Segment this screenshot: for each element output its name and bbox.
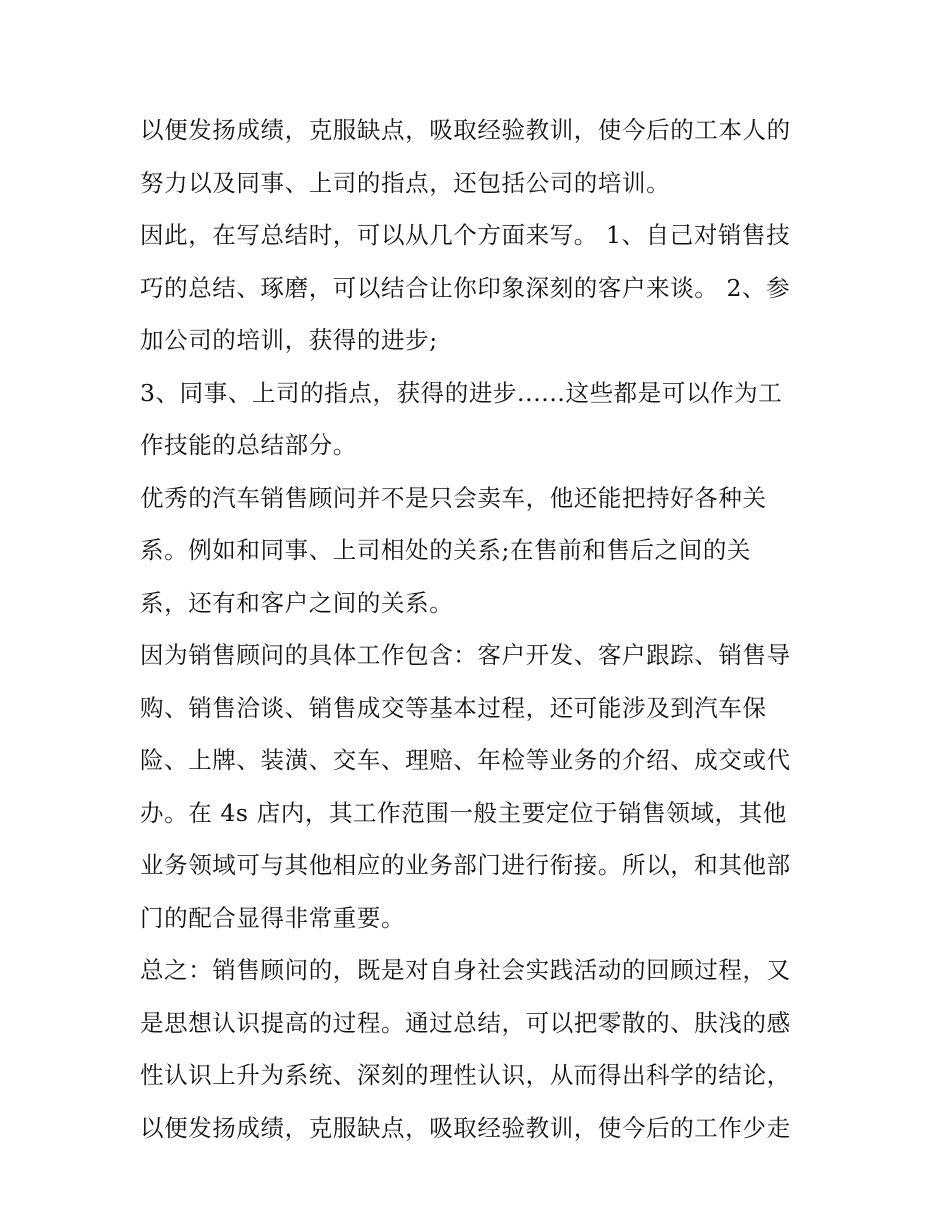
text-line: 加公司的培训，获得的进步;	[140, 326, 438, 354]
text-line: 办。在 4s 店内，其工作范围一般主要定位于销售领域，其他	[140, 798, 787, 827]
text-line: 门的配合显得非常重要。	[140, 903, 406, 932]
text-line: 系，还有和客户之间的关系。	[140, 588, 454, 617]
text-line: 总之：销售顾问的，既是对自身社会实践活动的回顾过程，又	[140, 956, 791, 984]
text-line: 因为销售顾问的具体工作包含：客户开发、客户跟踪、销售导	[140, 641, 791, 669]
text-line: 是思想认识提高的过程。通过总结，可以把零散的、肤浅的感	[140, 1008, 791, 1037]
text-line: 险、上牌、装潢、交车、理赔、年检等业务的介绍、成交或代	[140, 746, 791, 774]
text-line: 业务领域可与其他相应的业务部门进行衔接。所以，和其他部	[140, 851, 791, 879]
text-line: 优秀的汽车销售顾问并不是只会卖车，他还能把持好各种关	[140, 483, 767, 512]
text-line: 系。例如和同事、上司相处的关系;在售前和售后之间的关	[140, 536, 752, 564]
text-line: 3、同事、上司的指点，获得的进步......这些都是可以作为工	[140, 378, 783, 407]
text-line: 努力以及同事、上司的指点，还包括公司的培训。	[140, 168, 671, 197]
text-line: 购、销售洽谈、销售成交等基本过程，还可能涉及到汽车保	[140, 693, 767, 722]
text-line: 以便发扬成绩，克服缺点，吸取经验教训，使今后的工本人的	[140, 116, 791, 144]
text-line: 作技能的总结部分。	[140, 431, 357, 459]
document-body	[140, 104, 830, 1154]
text-line: 性认识上升为系统、深刻的理性认识，从而得出科学的结论，	[140, 1061, 791, 1089]
text-line: 以便发扬成绩，克服缺点，吸取经验教训，使今后的工作少走	[140, 1113, 791, 1142]
text-line: 因此，在写总结时，可以从几个方面来写。 1、自己对销售技	[140, 221, 791, 249]
text-line: 巧的总结、琢磨，可以结合让你印象深刻的客户来谈。 2、参	[140, 273, 791, 302]
